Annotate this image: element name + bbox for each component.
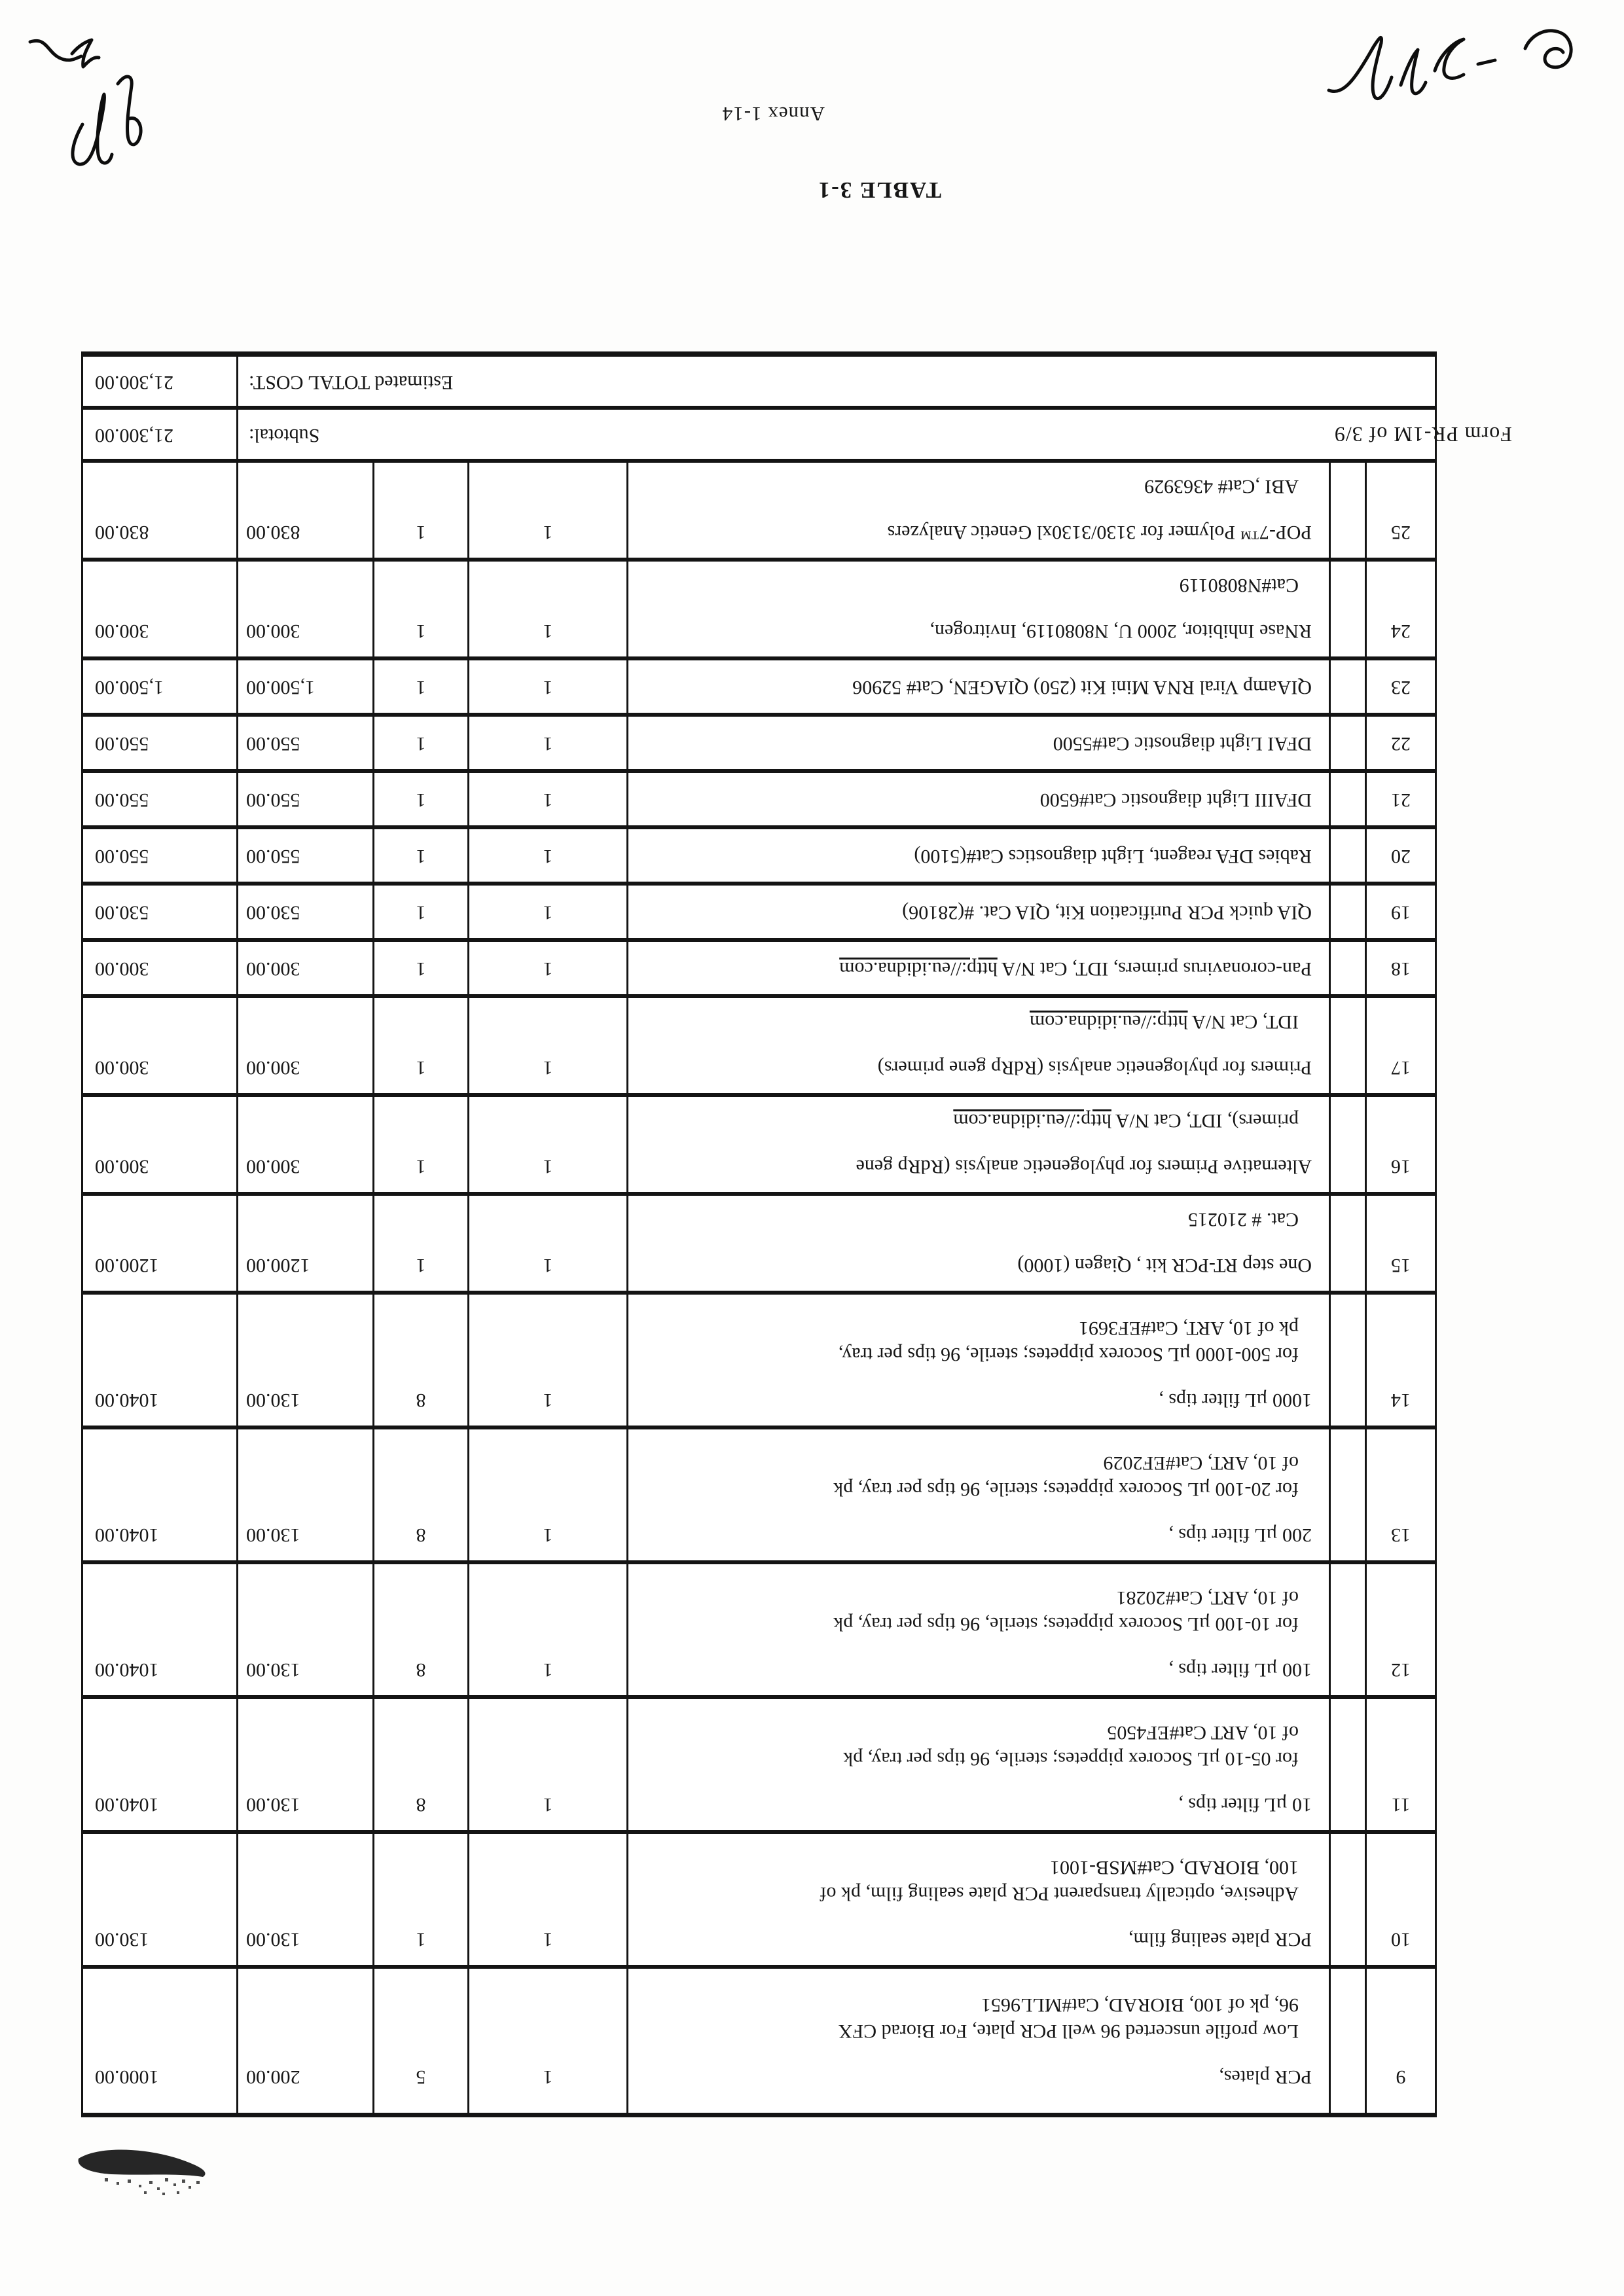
cell-description xyxy=(628,1196,1331,1291)
cell-unit-cost: 550.00 xyxy=(238,717,374,769)
item-detail: of 10, ART, Cat#EF2029 xyxy=(1103,1452,1299,1474)
cell-item-no: 11 xyxy=(1391,1794,1411,1816)
supply-table xyxy=(81,351,1437,2117)
cell-unit-cost: 200.00 xyxy=(238,1969,374,2113)
cell-spacer xyxy=(1331,1564,1367,1695)
item-detail: for 10-100 µL Socorex pippetes; sterile, 96 tips per tray, pk xyxy=(833,1613,1299,1635)
cell-spacer xyxy=(1331,942,1367,994)
cell-item-no: 13 xyxy=(1391,1524,1411,1546)
table-row xyxy=(83,942,1435,998)
cell-description xyxy=(628,773,1331,825)
catalog-url: http://eu.ididna.com xyxy=(953,1110,1111,1132)
cell-total-cost: 300.00 xyxy=(87,562,238,656)
item-detail: of 10, ART, Cat#20281 xyxy=(1116,1587,1299,1609)
item-detail: of 10, ART Cat#EF4505 xyxy=(1107,1722,1299,1744)
cell-spacer xyxy=(1331,562,1367,656)
cell-item-no: 19 xyxy=(1391,902,1411,924)
cell-units: 1 xyxy=(374,463,469,558)
item-detail: for 500-1000 µL Socorex pippetes; sterile, 96 tips per tray, xyxy=(838,1344,1299,1365)
grand-total-value: 21,300.00 xyxy=(87,357,238,406)
subtotal-row xyxy=(83,410,1435,463)
cell-item-no: 22 xyxy=(1391,733,1411,755)
cell-spacer xyxy=(1331,773,1367,825)
cell-total-cost: 550.00 xyxy=(87,773,238,825)
table-row xyxy=(83,562,1435,660)
cell-unit-cost: 1200.00 xyxy=(238,1196,374,1291)
cell-spacer xyxy=(1331,1097,1367,1192)
table-row xyxy=(83,829,1435,886)
cell-item-no: 23 xyxy=(1391,677,1411,698)
cell-total-cost: 1040.00 xyxy=(87,1295,238,1426)
cell-qty: 1 xyxy=(469,1097,628,1192)
cell-units: 1 xyxy=(374,829,469,882)
ink-smudge xyxy=(65,2140,223,2199)
cell-description xyxy=(628,463,1331,558)
cell-unit-cost: 130.00 xyxy=(238,1699,374,1830)
cell-total-cost: 830.00 xyxy=(87,463,238,558)
cell-item-no: 20 xyxy=(1391,846,1411,867)
item-detail: Cat#N8080119 xyxy=(1179,575,1299,596)
cell-unit-cost: 130.00 xyxy=(238,1564,374,1695)
cell-unit-cost: 300.00 xyxy=(238,998,374,1093)
cell-unit-cost: 830.00 xyxy=(238,463,374,558)
table-row xyxy=(83,773,1435,829)
cell-unit-cost: 130.00 xyxy=(238,1295,374,1426)
cell-item-no: 9 xyxy=(1396,2066,1406,2088)
handwritten-initials xyxy=(1309,7,1623,118)
item-detail: pk of 10, ART, Cat#EF3691 xyxy=(1079,1318,1299,1339)
cell-item-no: 10 xyxy=(1391,1929,1411,1950)
item-name: Rabies DFA reagent, Light diagnostics Cat#(5100) xyxy=(914,846,1312,867)
table-row xyxy=(83,463,1435,562)
cell-qty: 1 xyxy=(469,773,628,825)
cell-qty: 1 xyxy=(469,562,628,656)
cell-total-cost: 300.00 xyxy=(87,942,238,994)
cell-units: 1 xyxy=(374,773,469,825)
cell-total-cost: 1,500.00 xyxy=(87,660,238,713)
cell-units: 1 xyxy=(374,998,469,1093)
item-name: Alternative Primers for phylogenetic analysis (RdRp gene xyxy=(856,1156,1312,1177)
table-title: TABLE 3-1 xyxy=(817,177,941,203)
cell-unit-cost: 1,500.00 xyxy=(238,660,374,713)
cell-qty: 1 xyxy=(469,1295,628,1426)
table-rows xyxy=(83,463,1435,2113)
cell-item-no: 25 xyxy=(1391,522,1411,543)
cell-spacer xyxy=(1331,998,1367,1093)
cell-description xyxy=(628,1295,1331,1426)
cell-units: 8 xyxy=(374,1429,469,1560)
cell-unit-cost: 300.00 xyxy=(238,1097,374,1192)
cell-units: 1 xyxy=(374,1834,469,1965)
cell-units: 5 xyxy=(374,1969,469,2113)
grand-total-label: Estimated TOTAL COST: xyxy=(249,372,454,393)
cell-units: 1 xyxy=(374,886,469,938)
cell-qty: 1 xyxy=(469,1196,628,1291)
cell-unit-cost: 530.00 xyxy=(238,886,374,938)
cell-spacer xyxy=(1331,717,1367,769)
cell-description xyxy=(628,660,1331,713)
cell-item-no: 17 xyxy=(1391,1057,1411,1079)
item-detail: Cat. # 210215 xyxy=(1187,1209,1299,1230)
cell-item-no: 12 xyxy=(1391,1659,1411,1681)
item-detail: for 05-10 µL Socorex pippetes; sterile, 96 tips per tray, pk xyxy=(843,1748,1299,1770)
cell-description xyxy=(628,998,1331,1093)
item-name: RNase Inhibitor, 2000 U, N8080119, Invitrogen, xyxy=(929,620,1312,642)
cell-description xyxy=(628,1834,1331,1965)
item-name: 1000 µL filter tips , xyxy=(1159,1390,1312,1411)
cell-total-cost: 550.00 xyxy=(87,829,238,882)
cell-units: 1 xyxy=(374,717,469,769)
cell-qty: 1 xyxy=(469,998,628,1093)
cell-unit-cost: 300.00 xyxy=(238,942,374,994)
cell-item-no: 18 xyxy=(1391,958,1411,980)
item-name: PCR plates, xyxy=(1219,2066,1312,2088)
cell-total-cost: 1040.00 xyxy=(87,1429,238,1560)
cell-description xyxy=(628,886,1331,938)
item-name: QIAamp Viral RNA Mini Kit (250) QIAGEN, Cat# 52906 xyxy=(852,677,1312,698)
cell-description xyxy=(628,717,1331,769)
cell-total-cost: 130.00 xyxy=(87,1834,238,1965)
cell-qty: 1 xyxy=(469,942,628,994)
cell-spacer xyxy=(1331,1429,1367,1560)
table-row xyxy=(83,1097,1435,1196)
cell-total-cost: 1040.00 xyxy=(87,1699,238,1830)
cell-total-cost: 530.00 xyxy=(87,886,238,938)
item-name: 10 µL filter tips , xyxy=(1178,1794,1312,1816)
cell-units: 8 xyxy=(374,1699,469,1830)
table-row xyxy=(83,1564,1435,1699)
cell-description xyxy=(628,1699,1331,1830)
cell-unit-cost: 550.00 xyxy=(238,829,374,882)
annex-label: Annex 1-14 xyxy=(721,103,825,126)
cell-spacer xyxy=(1331,1969,1367,2113)
cell-qty: 1 xyxy=(469,463,628,558)
cell-spacer xyxy=(1331,1196,1367,1291)
cell-total-cost: 1040.00 xyxy=(87,1564,238,1695)
cell-qty: 1 xyxy=(469,829,628,882)
item-name: Primers for phylogenetic analysis (RdRp gene primers) xyxy=(877,1057,1312,1079)
item-detail: 96, pk of 100, BIORAD, Cat#MLL9651 xyxy=(981,1994,1299,2016)
cell-total-cost: 300.00 xyxy=(87,1097,238,1192)
cell-total-cost: 1000.00 xyxy=(87,1969,238,2113)
cell-unit-cost: 550.00 xyxy=(238,773,374,825)
table-row xyxy=(83,717,1435,773)
cell-unit-cost: 300.00 xyxy=(238,562,374,656)
table-row xyxy=(83,1699,1435,1834)
cell-total-cost: 1200.00 xyxy=(87,1196,238,1291)
cell-spacer xyxy=(1331,1834,1367,1965)
cell-spacer xyxy=(1331,886,1367,938)
item-name: 100 µL filter tips , xyxy=(1168,1659,1312,1681)
catalog-url: http://eu.ididna.com xyxy=(1029,1011,1188,1033)
cell-spacer xyxy=(1331,660,1367,713)
cell-description xyxy=(628,829,1331,882)
cell-description xyxy=(628,562,1331,656)
cell-qty: 1 xyxy=(469,1564,628,1695)
cell-item-no: 24 xyxy=(1391,620,1411,642)
cell-description xyxy=(628,1429,1331,1560)
item-name: POP-7™ Polymer for 3130/3130xl Genetic Analyzers xyxy=(887,522,1312,543)
cell-description xyxy=(628,942,1331,994)
item-detail: IDT, Cat N/A http://eu.ididna.com xyxy=(1029,1011,1299,1033)
cell-units: 1 xyxy=(374,660,469,713)
item-name: Pan-coronavirus primers, IDT, Cat N/A http://eu.ididna.com xyxy=(839,958,1312,980)
grand-total-row xyxy=(83,357,1435,410)
item-name: QIA quick PCR Purification Kit, QIA Cat. #(28106) xyxy=(902,902,1312,924)
cell-qty: 1 xyxy=(469,886,628,938)
table-row xyxy=(83,660,1435,717)
cell-qty: 1 xyxy=(469,660,628,713)
cell-qty: 1 xyxy=(469,1834,628,1965)
item-name: DFAIII Light diagnostic Cat#6500 xyxy=(1039,789,1312,811)
cell-qty: 1 xyxy=(469,717,628,769)
cell-item-no: 15 xyxy=(1391,1255,1411,1276)
cell-unit-cost: 130.00 xyxy=(238,1429,374,1560)
subtotal-label: Subtotal: xyxy=(249,425,320,446)
cell-units: 1 xyxy=(374,562,469,656)
cell-spacer xyxy=(1331,1699,1367,1830)
cell-units: 1 xyxy=(374,942,469,994)
item-name: DFAI Light diagnostic Cat#5500 xyxy=(1053,733,1312,755)
cell-qty: 1 xyxy=(469,1969,628,2113)
form-number: Form PR-1M of 3/9 xyxy=(1333,423,1512,446)
item-detail: 100, BIORAD, Cat#MSB-1001 xyxy=(1049,1857,1299,1878)
cell-description xyxy=(628,1969,1331,2113)
item-detail: Low profile unscerted 96 well PCR plate, For Biorad CFX xyxy=(838,2020,1299,2042)
table-row xyxy=(83,1969,1435,2113)
table-row xyxy=(83,1834,1435,1969)
subtotal-value: 21,300.00 xyxy=(87,410,238,459)
table-row xyxy=(83,1295,1435,1429)
cell-units: 8 xyxy=(374,1564,469,1695)
cell-item-no: 21 xyxy=(1391,789,1411,811)
handwritten-signature xyxy=(7,20,177,190)
item-name: 200 µL filter tips , xyxy=(1168,1524,1312,1546)
cell-description xyxy=(628,1097,1331,1192)
cell-description xyxy=(628,1564,1331,1695)
cell-total-cost: 550.00 xyxy=(87,717,238,769)
cell-unit-cost: 130.00 xyxy=(238,1834,374,1965)
item-detail: Adhesive, optically transparent PCR plate sealing film, pk of xyxy=(820,1883,1299,1905)
item-detail: for 20-100 µL Socorex pippetes; sterile, 96 tips per tray, pk xyxy=(833,1479,1299,1500)
cell-item-no: 16 xyxy=(1391,1156,1411,1177)
cell-qty: 1 xyxy=(469,1699,628,1830)
cell-spacer xyxy=(1331,1295,1367,1426)
cell-units: 8 xyxy=(374,1295,469,1426)
cell-total-cost: 300.00 xyxy=(87,998,238,1093)
catalog-url: http://eu.ididna.com xyxy=(839,958,998,980)
table-row xyxy=(83,998,1435,1097)
item-name: One step RT-PCR kit , Qiagen (1000) xyxy=(1017,1255,1312,1276)
item-name: PCR plate sealing film, xyxy=(1128,1929,1312,1950)
table-row xyxy=(83,1196,1435,1295)
cell-spacer xyxy=(1331,463,1367,558)
table-row xyxy=(83,886,1435,942)
cell-units: 1 xyxy=(374,1196,469,1291)
cell-spacer xyxy=(1331,829,1367,882)
cell-units: 1 xyxy=(374,1097,469,1192)
cell-qty: 1 xyxy=(469,1429,628,1560)
item-detail: primers), IDT, Cat N/A http://eu.ididna.com xyxy=(953,1110,1299,1132)
table-row xyxy=(83,1429,1435,1564)
cell-item-no: 14 xyxy=(1391,1390,1411,1411)
item-detail: ABI ,Cat# 4363929 xyxy=(1144,476,1299,497)
